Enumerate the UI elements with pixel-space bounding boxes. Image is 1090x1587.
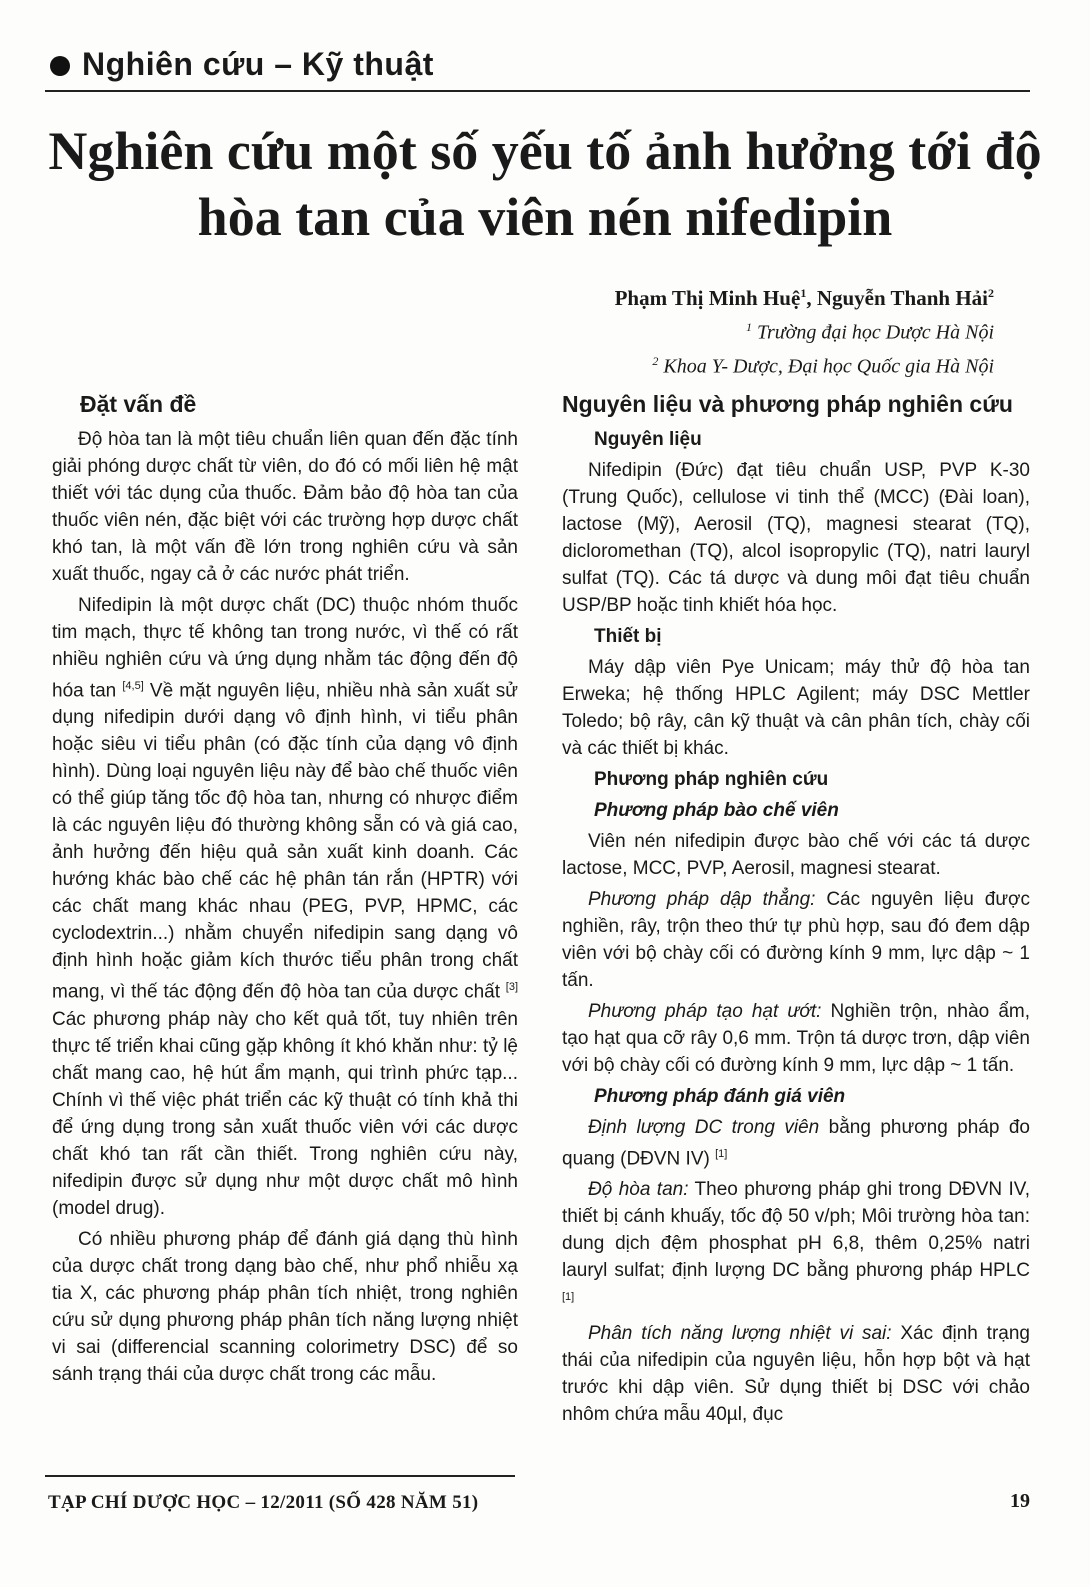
paragraph-text: Nghiền trộn, nhào ẩm, tạo hạt qua cỡ rây 0,6 mm. Trộn tá dược trơn, dập viên với bộ chày cối có đường kính 9 mm, lực dập ~ 1 tấn.	[562, 1001, 1030, 1076]
paragraph-text: Nifedipin là một dược chất (DC) thuộc nhóm thuốc tim mạch, thực tế không tan trong nước, vì thế có rất nhiều nghiên cứu và ứng dụng nhằm tác động đến độ hóa tan	[52, 595, 518, 702]
paragraph-text: Về mặt nguyên liệu, nhiều nhà sản xuất sử dụng nifedipin dưới dạng vô định hình, vi tiểu phân hoặc siêu vi tiểu phân (có đặc tính của dạng vô định hình). Dùng loại nguyên liệu này để bào chế thuốc viên có thể giúp tăng tốc độ hòa tan, nhưng có nhược điểm là các nguyên liệu đó thường không sẵn có và giá cao, ảnh hưởng đến hiệu quả sản xuất kinh doanh. Các hướng khác bào chế các hệ phân tán rắn (HPTR) với các chất mang khác nhau (PEG, PVP, HPMC, các cyclodextrin...) nhằm chuyển nifedipin sang dạng vô định hình hoặc giảm kích thước tiểu phân trong chất mang, vì thế tác động đến độ hòa tan của dược chất	[52, 680, 518, 1003]
subheading-materials: Nguyên liệu	[594, 429, 702, 450]
bullet-icon	[50, 56, 70, 76]
paragraph-text: Theo phương pháp ghi trong DĐVN IV, thiết bị cánh khuấy, tốc độ 50 v/ph; Môi trường hòa tan: dung dịch đệm phosphat pH 6,8, thêm 0,25% natri lauryl sulfat; định lượng DC bằng phương pháp HPLC	[562, 1179, 1030, 1282]
article-title: Nghiên cứu một số yếu tố ảnh hưởng tới độ hòa tan của viên nén nifedipin	[48, 121, 1042, 247]
inline-label: Độ hòa tan:	[588, 1179, 689, 1201]
citation: [3]	[505, 981, 518, 994]
journal-name: TẠP CHÍ DƯỢC HỌC – 12/2011 (SỐ 428 NĂM 51)	[48, 1492, 479, 1513]
paragraph	[562, 998, 1030, 1079]
section-label: Nghiên cứu – Kỹ thuật	[82, 46, 434, 82]
paragraph: Có nhiều phương pháp để đánh giá dạng thù hình của dược chất trong dạng bào chế, như phổ nhiễu xạ tia X, các phương pháp phân tích nhiệt, trong nghiên cứu sử dụng phương pháp phân tích năng lượng nhiệt vi sai (differencial scanning colorimetry DSC) để so sánh trạng thái của dược chất trong các mẫu.	[52, 1228, 518, 1385]
paragraph	[562, 1176, 1030, 1315]
author-separator: ,	[806, 286, 817, 310]
paragraph	[52, 592, 518, 1222]
paragraph: Nifedipin (Đức) đạt tiêu chuẩn USP, PVP K-30 (Trung Quốc), cellulose vi tinh thể (MCC) (Đài loan), lactose (Mỹ), Aerosil (TQ), magnesi stearat (TQ), dicloromethan (TQ), alcol isopropylic (TQ), natri lauryl sulfat (TQ). Các tá dược và dung môi đạt tiêu chuẩn USP/BP hoặc tinh khiết hóa học.	[562, 460, 1030, 616]
author-sup: 1	[800, 286, 807, 300]
paragraph: Máy dập viên Pye Unicam; máy thử độ hòa tan Erweka; hệ thống HPLC Agilent; máy DSC Mettler Toledo; bộ rây, cân kỹ thuật và cân phân tích, chày cối và các thiết bị khác.	[562, 657, 1030, 759]
inline-label: Định lượng DC trong viên	[588, 1117, 820, 1138]
inline-label: Phân tích năng lượng nhiệt vi sai:	[588, 1322, 892, 1344]
inline-label: Phương pháp tạo hạt ướt:	[588, 1001, 822, 1022]
header-divider	[45, 90, 1030, 92]
author-sup: 2	[988, 286, 994, 300]
subheading-equipment: Thiết bị	[594, 626, 662, 647]
right-column	[562, 388, 1030, 1432]
section-heading-materials-methods: Nguyên liệu và phương pháp nghiên cứu	[562, 391, 1013, 417]
paragraph	[562, 886, 1030, 994]
citation: [1]	[562, 1291, 575, 1304]
author-name: Nguyễn Thanh Hải	[816, 286, 988, 310]
section-header	[48, 44, 1048, 90]
left-column	[52, 388, 518, 1392]
affiliation-sup: 2	[652, 353, 659, 368]
author-block	[615, 278, 994, 380]
affiliation-text: Khoa Y- Dược, Đại học Quốc gia Hà Nội	[658, 355, 994, 378]
subheading-methods: Phương pháp nghiên cứu	[594, 769, 829, 790]
subheading-evaluation: Phương pháp đánh giá viên	[594, 1086, 846, 1107]
author-names	[615, 278, 994, 313]
citation: [4,5]	[122, 680, 144, 692]
citation: [1]	[715, 1148, 728, 1160]
author-name: Phạm Thị Minh Huệ	[614, 286, 801, 310]
affiliation-2	[615, 347, 994, 381]
subheading-preparation: Phương pháp bào chế viên	[594, 800, 839, 821]
affiliation-text: Trường đại học Dược Hà Nội	[751, 321, 994, 344]
paragraph: Độ hòa tan là một tiêu chuẩn liên quan đến đặc tính giải phóng dược chất từ viên, do đó có mối liên hệ mật thiết với tác dụng của thuốc. Đảm bảo độ hòa tan của thuốc viên nén, đặc biệt với các trường hợp dược chất khó tan, là một vấn đề lớn trong nghiên cứu và sản xuất thuốc, ngay cả ở các nước phát triển.	[52, 429, 518, 585]
paragraph-text: Các phương pháp này cho kết quả tốt, tuy nhiên trên thực tế triển khai cũng gặp không ít khó khăn như: tỷ lệ chất mang cao, hệ hút ẩm mạnh, qui trình phức tạp... Chính vì thế việc phát triển các kỹ thuật có tính khả thi để ứng dụng trong sản xuất thuốc viên với các dược chất khó tan rất cần thiết. Trong nghiên cứu này, nifedipin được sử dụng như một dược chất mô hình (model drug).	[52, 1008, 518, 1219]
page-number: 19	[1010, 1490, 1030, 1512]
paragraph-text: Xác định trạng thái của nifedipin của nguyên liệu, hỗn hợp bột và hạt trước khi dập viên. Sử dụng thiết bị DSC với chảo nhôm chứa mẫu 40µl, đục	[562, 1322, 1030, 1425]
paragraph	[562, 1320, 1030, 1428]
paragraph-text: Các nguyên liệu được nghiền, rây, trộn theo thứ tự phù hợp, sau đó đem dập viên với bộ chày cối có đường kính 9 mm, lực dập ~ 1 tấn.	[562, 889, 1030, 991]
affiliation-1	[615, 313, 994, 347]
inline-label: Phương pháp dập thẳng:	[588, 889, 816, 910]
footer-divider	[45, 1475, 515, 1477]
paragraph: Viên nén nifedipin được bào chế với các tá dược lactose, MCC, PVP, Aerosil, magnesi stearat.	[562, 831, 1030, 879]
paragraph	[562, 1114, 1030, 1172]
section-heading-introduction: Đặt vấn đề	[80, 391, 197, 417]
paragraph-text: bằng phương pháp đo quang (DĐVN IV)	[562, 1117, 1030, 1170]
affiliation-sup: 1	[745, 320, 752, 334]
